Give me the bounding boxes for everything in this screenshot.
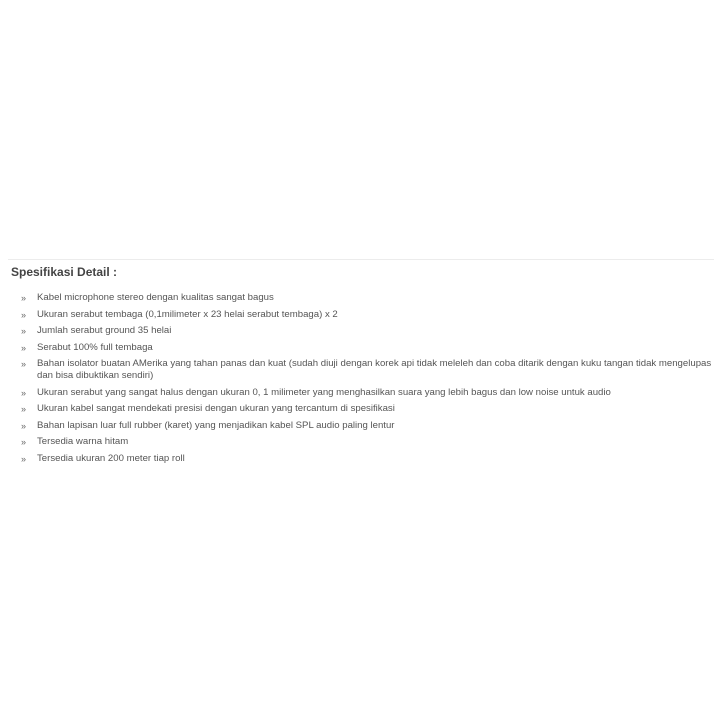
bullet-icon: » <box>21 326 27 336</box>
section-divider <box>8 259 714 260</box>
spec-item <box>11 403 717 415</box>
bullet-icon: » <box>21 342 27 353</box>
bullet-icon: » <box>21 420 27 431</box>
bullet-icon: » <box>21 387 27 398</box>
spec-item-text: Ukuran kabel sangat mendekati presisi dengan ukuran yang tercantum di spesifikasi <box>37 403 395 414</box>
spec-item <box>11 436 717 448</box>
spec-item-text: Bahan isolator buatan AMerika yang tahan panas dan kuat (sudah diuji dengan korek api tidak meleleh dan coba ditarik dengan kuku tangan tidak mengelupas dan bisa dibuktikan sendiri) <box>37 358 712 381</box>
bullet-icon: » <box>21 453 27 464</box>
spec-item <box>11 309 717 321</box>
specification-section <box>11 265 717 469</box>
spec-item <box>11 387 717 399</box>
spec-title: Spesifikasi Detail : <box>11 265 118 279</box>
spec-list <box>11 292 717 465</box>
bullet-icon: » <box>21 293 27 303</box>
spec-item-text: Tersedia ukuran 200 meter tiap roll <box>37 452 185 464</box>
spec-item-text: Tersedia warna hitam <box>37 436 129 447</box>
spec-item-text: Serabut 100% full tembaga <box>37 341 153 353</box>
spec-item-text: Bahan lapisan luar full rubber (karet) yang menjadikan kabel SPL audio paling lentur <box>37 419 395 431</box>
spec-item <box>11 358 717 382</box>
spec-item-text: Ukuran serabut yang sangat halus dengan ukuran 0, 1 milimeter yang menghasilkan suara yang lebih bagus dan low noise untuk audio <box>37 386 611 398</box>
spec-item <box>11 325 717 337</box>
bullet-icon: » <box>21 404 27 414</box>
spec-item-text: Ukuran serabut tembaga (0,1milimeter x 23 helai serabut tembaga) x 2 <box>37 308 338 320</box>
spec-item <box>11 453 717 465</box>
bullet-icon: » <box>21 309 27 320</box>
spec-item <box>11 420 717 432</box>
spec-item <box>11 292 717 304</box>
spec-item-text: Kabel microphone stereo dengan kualitas sangat bagus <box>37 292 274 303</box>
bullet-icon: » <box>21 359 27 369</box>
spec-item-text: Jumlah serabut ground 35 helai <box>37 325 172 336</box>
spec-item <box>11 342 717 354</box>
bullet-icon: » <box>21 437 27 447</box>
